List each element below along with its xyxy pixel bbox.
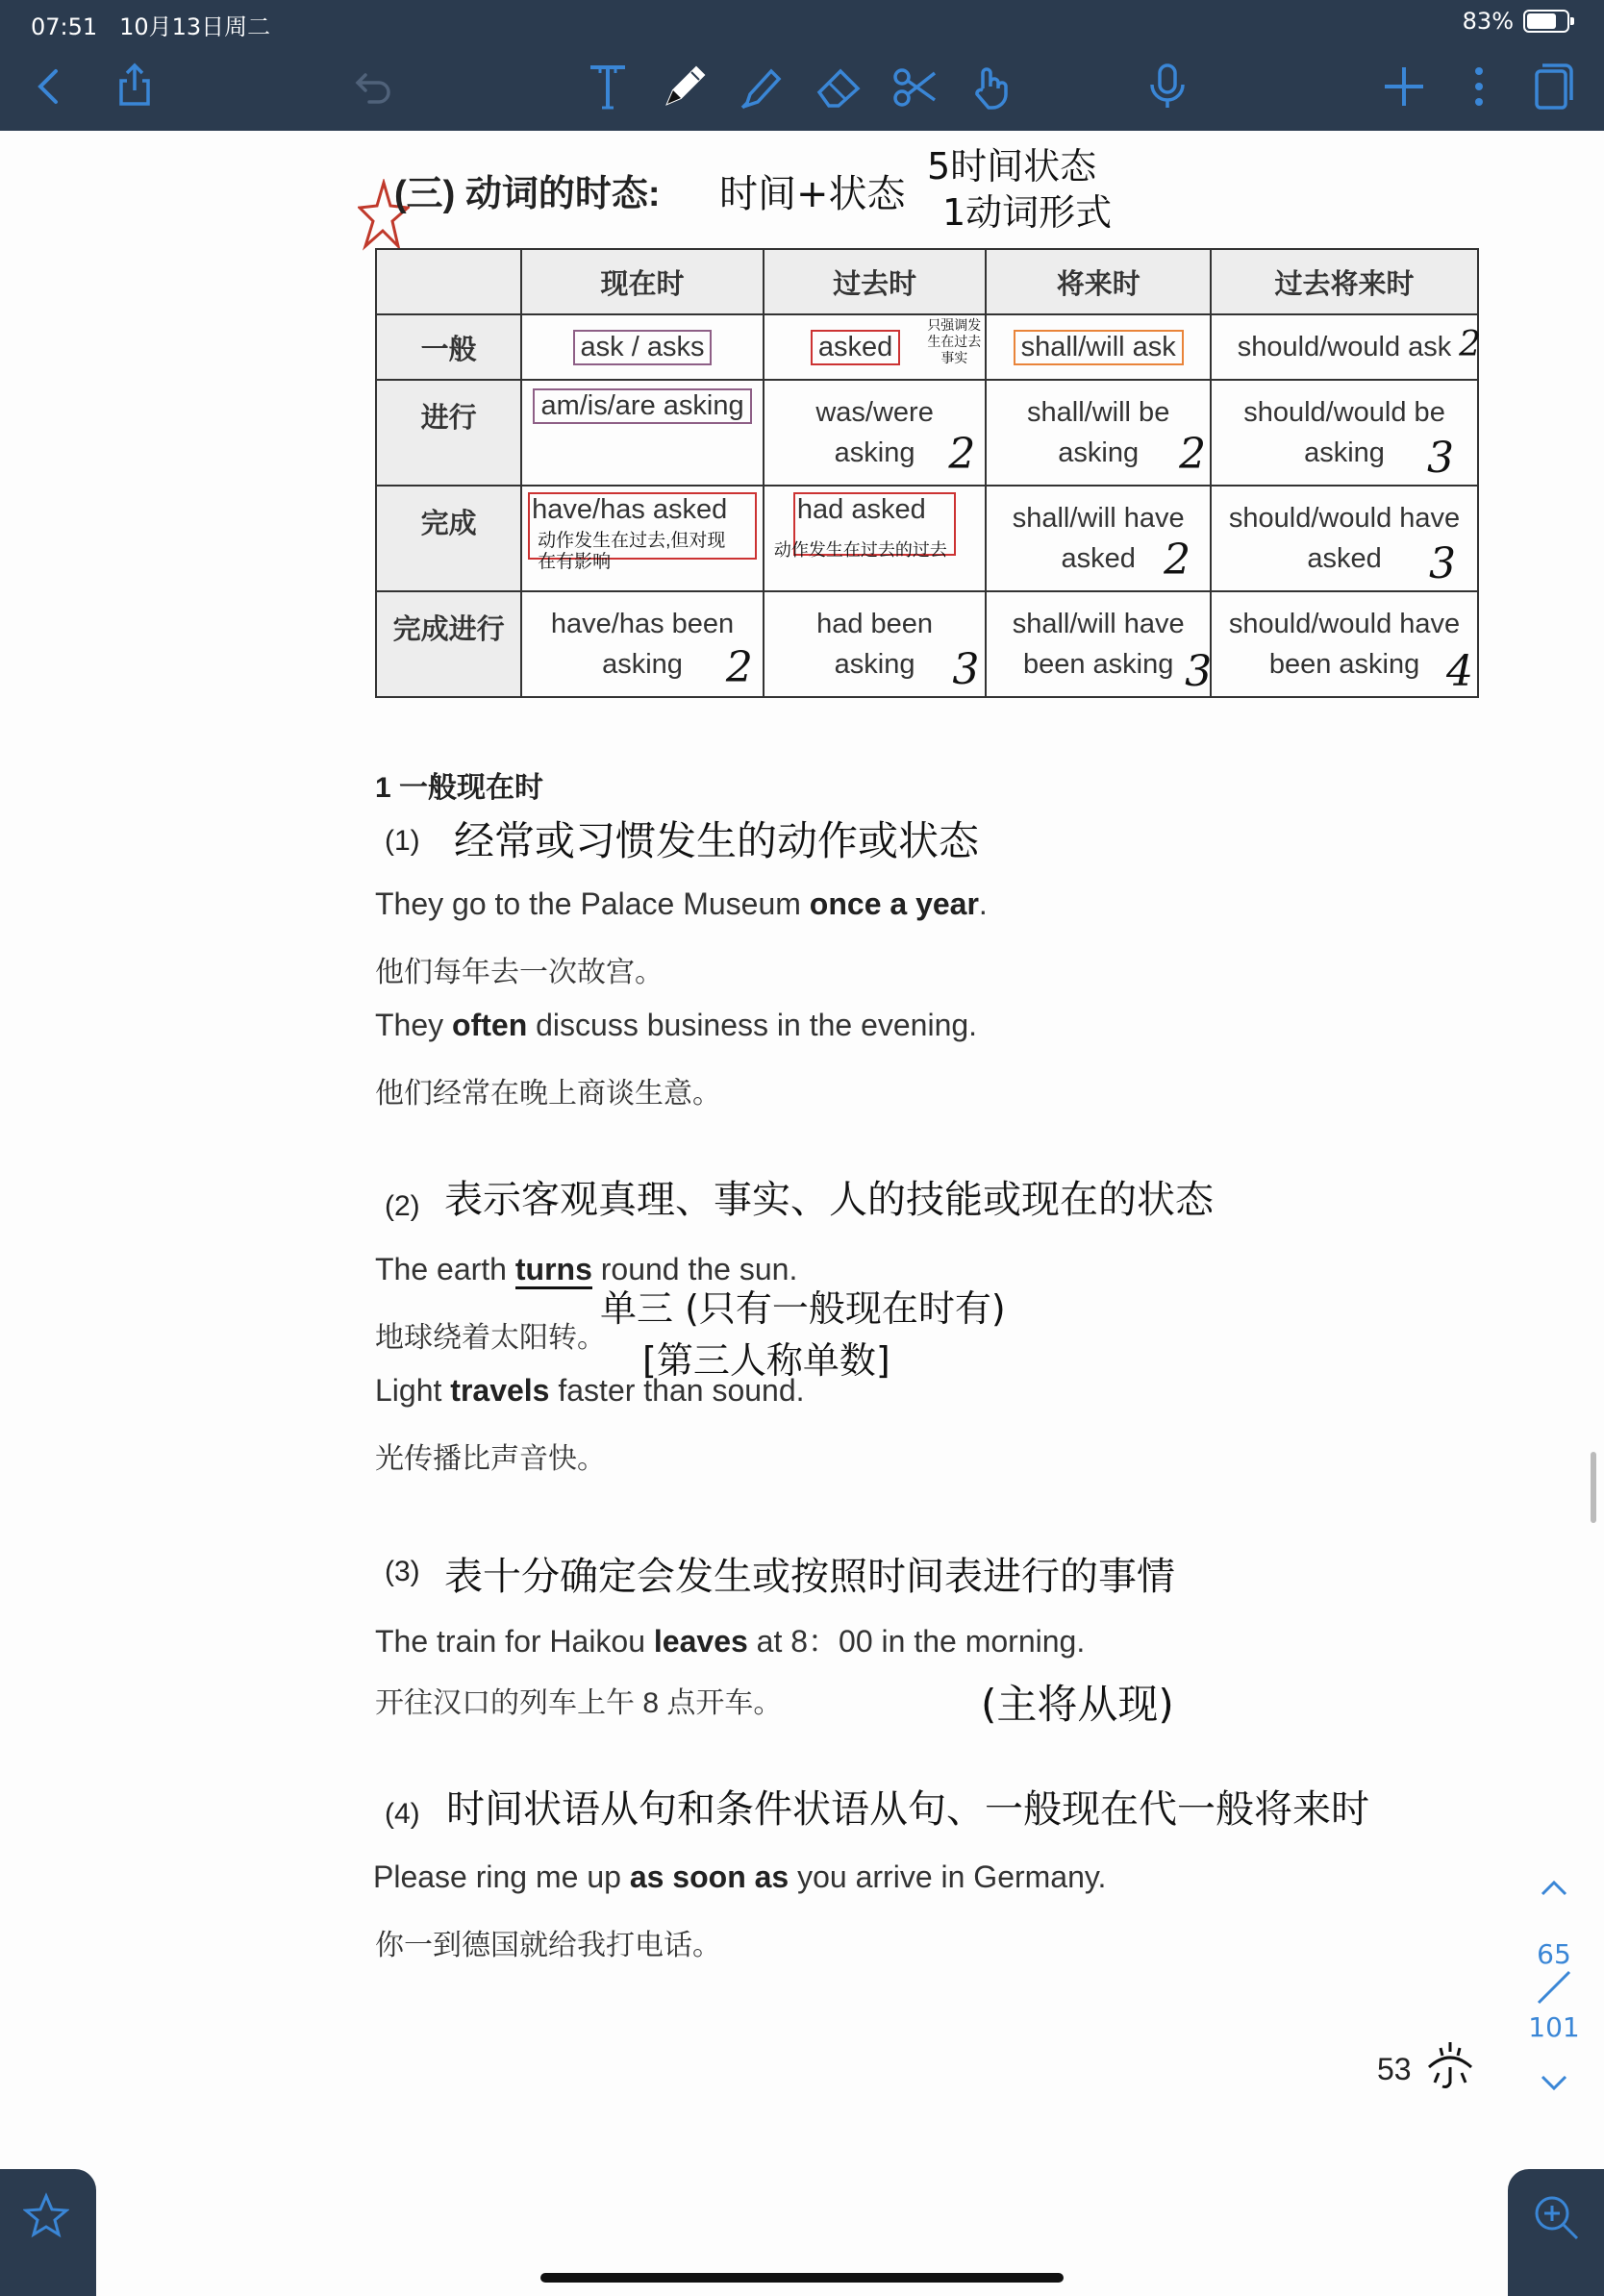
example-sentence <box>375 1008 977 1043</box>
have-asked-note-2: 在有影响 <box>538 552 612 572</box>
cell-text: should/would have been asking <box>1228 609 1461 680</box>
example-translation: 你一到德国就给我打电话。 <box>375 1930 721 1961</box>
doodle-icon <box>1423 2038 1477 2096</box>
cell-text: was/were asking <box>815 397 934 468</box>
finger-icon[interactable] <box>962 58 1019 115</box>
eraser-icon[interactable] <box>810 58 867 115</box>
back-icon[interactable] <box>21 58 79 115</box>
example-keyword: once a year <box>809 886 979 921</box>
table-cell <box>1211 486 1478 591</box>
table-cell <box>521 380 764 486</box>
example-text: They <box>375 1008 453 1042</box>
example-sentence <box>375 886 988 922</box>
status-bar <box>0 0 1604 48</box>
count-mark: 3 <box>1185 647 1213 696</box>
example-keyword: often <box>452 1008 528 1042</box>
example-keyword: leaves <box>653 1624 748 1659</box>
col-header: 过去将来时 <box>1211 249 1478 314</box>
more-icon[interactable] <box>1450 58 1508 115</box>
table-header-row <box>376 249 1478 314</box>
handwritten-note: 单三 (只有一般现在时有) <box>600 1287 1006 1330</box>
cell-text: should/would have asked <box>1228 503 1461 574</box>
table-cell <box>764 591 986 697</box>
undo-icon[interactable] <box>344 58 402 115</box>
handwritten-note: [第三人称单数] <box>642 1339 890 1382</box>
count-mark: 3 <box>1427 434 1454 483</box>
title-note: 时间+状态 <box>719 172 906 216</box>
section-heading: 1 一般现在时 <box>375 772 544 804</box>
example-text: They go to the Palace Museum <box>375 886 810 921</box>
table-cell <box>1211 314 1481 380</box>
count-mark: 2 <box>1459 325 1481 364</box>
had-asked-note: 动作发生在过去的过去 <box>773 540 947 560</box>
subsection-num: (4) <box>385 1798 420 1830</box>
count-mark: 3 <box>1429 539 1456 588</box>
row-header: 进行 <box>376 380 521 486</box>
subsection-num: (2) <box>385 1190 420 1222</box>
highlighter-icon[interactable] <box>733 58 790 115</box>
handwritten-note: (主将从现) <box>981 1681 1174 1728</box>
favorite-button[interactable] <box>0 2169 96 2296</box>
example-text: you arrive in Germany. <box>789 1859 1107 1894</box>
section-title: (三) 动词的时态: <box>394 174 661 214</box>
example-text: at 8：00 in the morning. <box>747 1624 1086 1659</box>
example-translation: 他们每年去一次故宫。 <box>375 957 664 988</box>
table-cell <box>521 314 764 380</box>
status-right <box>1463 8 1569 35</box>
cell-text: shall/will have asked <box>1012 503 1185 574</box>
count-mark: 2 <box>725 643 753 692</box>
title-note-3: 1动词形式 <box>942 191 1113 234</box>
example-translation: 他们经常在晚上商谈生意。 <box>375 1078 721 1110</box>
status-date: 10月13日周二 <box>119 13 271 40</box>
zoom-icon <box>1531 2192 1581 2242</box>
col-header: 将来时 <box>986 249 1211 314</box>
pen-icon[interactable] <box>656 58 714 115</box>
cell-text: should/would be asking <box>1243 397 1445 468</box>
status-time-date <box>31 8 270 41</box>
example-text: The earth <box>375 1252 515 1286</box>
scroll-indicator[interactable] <box>1591 1452 1596 1523</box>
count-mark: 4 <box>1446 647 1473 696</box>
share-icon[interactable] <box>106 58 163 115</box>
table-cell <box>521 591 764 697</box>
example-sentence <box>375 1617 1085 1661</box>
subsection-note: 经常或习惯发生的动作或状态 <box>454 817 980 864</box>
cell-text: have/has asked <box>532 494 728 525</box>
mic-icon[interactable] <box>1139 58 1196 115</box>
table-cell <box>986 380 1211 486</box>
col-header: 过去时 <box>764 249 986 314</box>
scissors-icon[interactable] <box>887 58 944 115</box>
cell-text: shall/will be asking <box>1027 397 1170 468</box>
cell-text: have/has been asking <box>550 609 735 680</box>
subsection-num: (1) <box>385 825 420 857</box>
cell-text: had asked <box>796 494 926 525</box>
example-keyword: travels <box>450 1373 550 1408</box>
count-mark: 2 <box>1179 430 1207 479</box>
asked-note: 只强调发生在过去事实 <box>927 317 982 365</box>
page-number: 53 <box>1377 2052 1412 2086</box>
example-text: round the sun. <box>591 1252 798 1286</box>
table-cell <box>764 486 986 591</box>
table-row <box>376 591 1478 697</box>
col-header: 现在时 <box>521 249 764 314</box>
example-sentence <box>375 1373 805 1409</box>
count-mark: 2 <box>948 430 976 479</box>
example-translation: 地球绕着太阳转。 <box>375 1322 606 1354</box>
example-text: discuss business in the evening. <box>527 1008 978 1042</box>
zoom-button[interactable] <box>1508 2169 1604 2296</box>
current-page: 65 <box>1537 1938 1571 1970</box>
title-note-2: 5时间状态 <box>927 145 1097 187</box>
cell-text: am/is/are asking <box>533 388 751 424</box>
example-keyword: as soon as <box>629 1859 789 1894</box>
star-icon <box>23 2192 69 2238</box>
example-keyword: turns <box>515 1252 592 1289</box>
text-icon[interactable] <box>579 58 637 115</box>
count-mark: 2 <box>1164 536 1191 585</box>
row-header: 一般 <box>376 314 521 380</box>
page-up-icon[interactable] <box>1525 1869 1583 1914</box>
have-asked-note-1: 动作发生在过去,但对现 <box>538 531 726 551</box>
status-time: 07:51 <box>31 13 98 40</box>
cell-text: ask / asks <box>573 330 713 365</box>
example-text: Please ring me up <box>373 1859 630 1894</box>
subsection-note: 时间状语从句和条件状语从句、一般现在代一般将来时 <box>446 1787 1369 1832</box>
table-cell <box>1211 380 1478 486</box>
cell-text: shall/will ask <box>1014 330 1184 365</box>
table-cell <box>986 591 1211 697</box>
example-text: . <box>978 886 988 921</box>
subsection-num: (3) <box>385 1556 420 1587</box>
table-corner <box>376 249 521 314</box>
battery-icon <box>1523 10 1569 33</box>
cell-text: should/would ask <box>1237 331 1452 362</box>
page-indicator <box>1525 1938 1583 2043</box>
example-text: Light <box>375 1373 451 1408</box>
slash-icon <box>1535 1970 1573 2005</box>
home-indicator[interactable] <box>540 2273 1064 2283</box>
example-text: faster than sound. <box>549 1373 805 1408</box>
tense-table <box>375 248 1479 698</box>
table-row <box>376 314 1478 380</box>
table-cell <box>764 314 986 380</box>
add-icon[interactable] <box>1375 58 1433 115</box>
battery-percent: 83% <box>1462 8 1514 35</box>
table-cell <box>1211 591 1478 697</box>
cell-text: shall/will have been asking <box>1012 609 1185 680</box>
table-cell <box>764 380 986 486</box>
table-row <box>376 486 1478 591</box>
row-header: 完成 <box>376 486 521 591</box>
subsection-note: 表示客观真理、事实、人的技能或现在的状态 <box>444 1178 1214 1222</box>
table-cell <box>986 486 1211 591</box>
table-row <box>376 380 1478 486</box>
toolbar <box>0 48 1604 131</box>
example-text: The train for Haikou <box>375 1624 654 1659</box>
example-translation: 光传播比声音快。 <box>375 1443 606 1475</box>
example-translation: 开往汉口的列车上午 8 点开车。 <box>375 1687 783 1719</box>
pages-icon[interactable] <box>1523 58 1581 115</box>
table-cell <box>986 314 1211 380</box>
page-down-icon[interactable] <box>1525 2063 1583 2109</box>
total-pages: 101 <box>1528 2011 1580 2043</box>
table-cell <box>521 486 764 591</box>
cell-text: had been asking <box>816 609 934 680</box>
subsection-note: 表十分确定会发生或按照时间表进行的事情 <box>444 1555 1175 1599</box>
example-sentence <box>373 1859 1106 1895</box>
row-header: 完成进行 <box>376 591 521 697</box>
count-mark: 3 <box>952 645 980 694</box>
cell-text: asked <box>811 330 900 365</box>
